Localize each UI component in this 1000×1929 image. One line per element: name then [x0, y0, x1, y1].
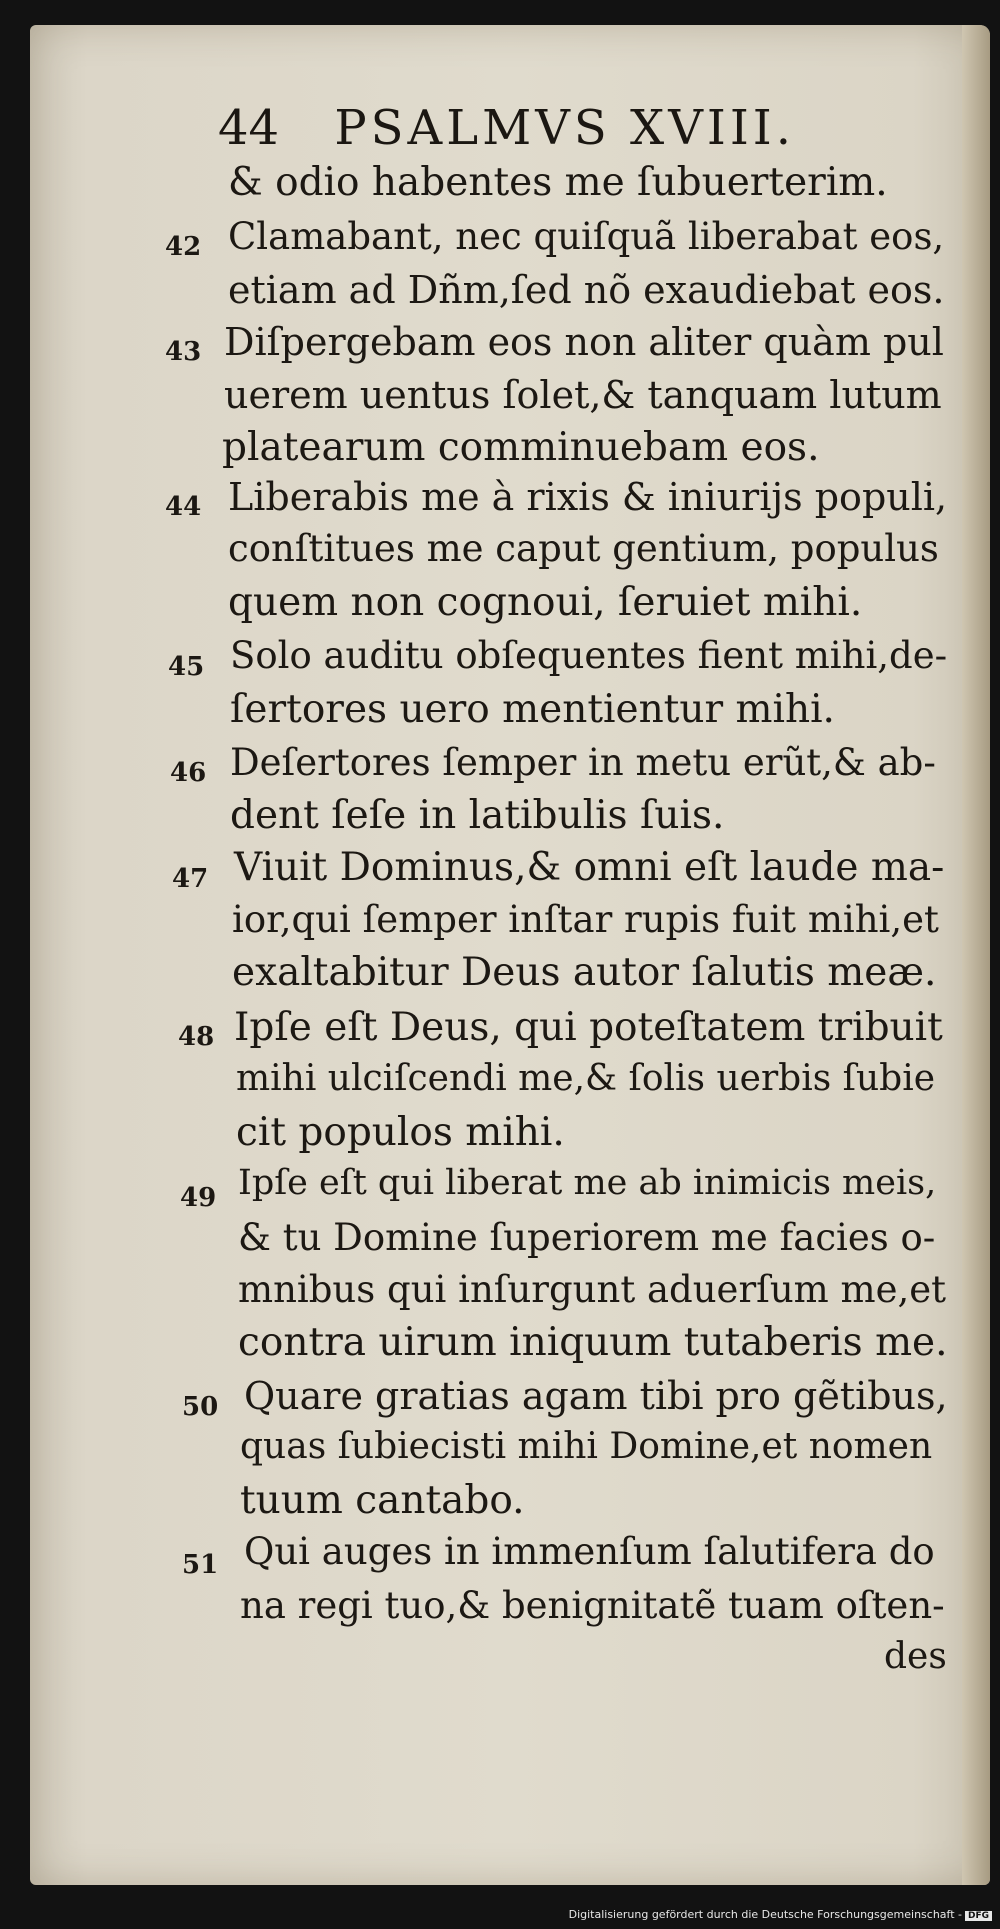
text-line: mnibus qui inſurgunt aduerſum me,et: [238, 1268, 947, 1311]
text-line: ior,qui ſemper inſtar rupis fuit mihi,et: [232, 898, 939, 941]
text-line: na regi tuo,& benignitatẽ tuam oſten-: [240, 1584, 945, 1627]
text-line: contra uirum iniquum tutaberis me.: [238, 1320, 948, 1365]
verse-number: 47: [172, 864, 209, 894]
text-line: Quare gratias agam tibi pro gẽtibus,: [244, 1374, 948, 1418]
digitization-credit: [569, 1908, 992, 1921]
text-line: Clamabant, nec quiſquã liberabat eos,: [228, 215, 945, 258]
text-line: conſtitues me caput gentium, populus: [228, 527, 939, 570]
text-line: exaltabitur Deus autor ſalutis meæ.: [232, 950, 937, 995]
verse-number: 49: [180, 1183, 217, 1213]
text-line: Diſpergebam eos non aliter quàm pul: [224, 320, 944, 364]
text-line: mihi ulciſcendi me,& ſolis uerbis ſubie: [236, 1058, 936, 1099]
page-number: 44: [218, 100, 280, 156]
text-line: Ipſe eſt Deus, qui poteſtatem tribuit: [234, 1005, 943, 1050]
text-line: & tu Domine ſuperiorem me facies o-: [238, 1216, 936, 1259]
psalm-title: PSALMVS XVIII.: [334, 100, 795, 156]
credit-text: Digitalisierung gefördert durch die Deutsche Forschungsgemeinschaft -: [568, 1908, 962, 1921]
verse-number: 48: [178, 1022, 215, 1052]
dfg-logo: DFG: [965, 1911, 992, 1921]
text-line: Deſertores ſemper in metu erũt,& ab-: [230, 741, 936, 784]
text-line: Ipſe eſt qui liberat me ab inimicis meis,: [238, 1163, 937, 1203]
text-line: cit populos mihi.: [236, 1110, 565, 1155]
text-line: Qui auges in immenſum ſalutifera do: [244, 1530, 935, 1573]
verse-number: 42: [165, 232, 202, 262]
text-line: quem non cognoui, ſeruiet mihi.: [228, 580, 863, 625]
text-line: ſertores uero mentientur mihi.: [230, 687, 835, 732]
text-line: uerem uentus ſolet,& tanquam lutum: [224, 373, 942, 417]
text-line: & odio habentes me ſubuerterim.: [228, 160, 888, 205]
text-line: Liberabis me à rixis & iniurijs populi,: [228, 475, 948, 519]
verse-number: 46: [170, 758, 207, 788]
verse-number: 44: [165, 492, 202, 522]
verse-number: 51: [182, 1550, 219, 1580]
text-line: des: [884, 1636, 947, 1677]
text-line: etiam ad Dñm,ſed nõ exaudiebat eos.: [228, 268, 945, 312]
text-line: dent ſeſe in latibulis ſuis.: [230, 793, 725, 838]
page-edge: [962, 25, 990, 1885]
verse-number: 45: [168, 652, 205, 682]
text-line: platearum comminuebam eos.: [222, 425, 820, 470]
verse-number: 50: [182, 1392, 219, 1422]
text-line: Viuit Dominus,& omni eſt laude ma-: [234, 845, 945, 890]
verse-number: 43: [165, 337, 202, 367]
text-line: quas ſubiecisti mihi Domine,et nomen: [240, 1426, 933, 1467]
text-line: Solo auditu obſequentes fient mihi,de-: [230, 634, 948, 677]
running-header: [218, 100, 795, 156]
text-line: tuum cantabo.: [240, 1478, 525, 1523]
